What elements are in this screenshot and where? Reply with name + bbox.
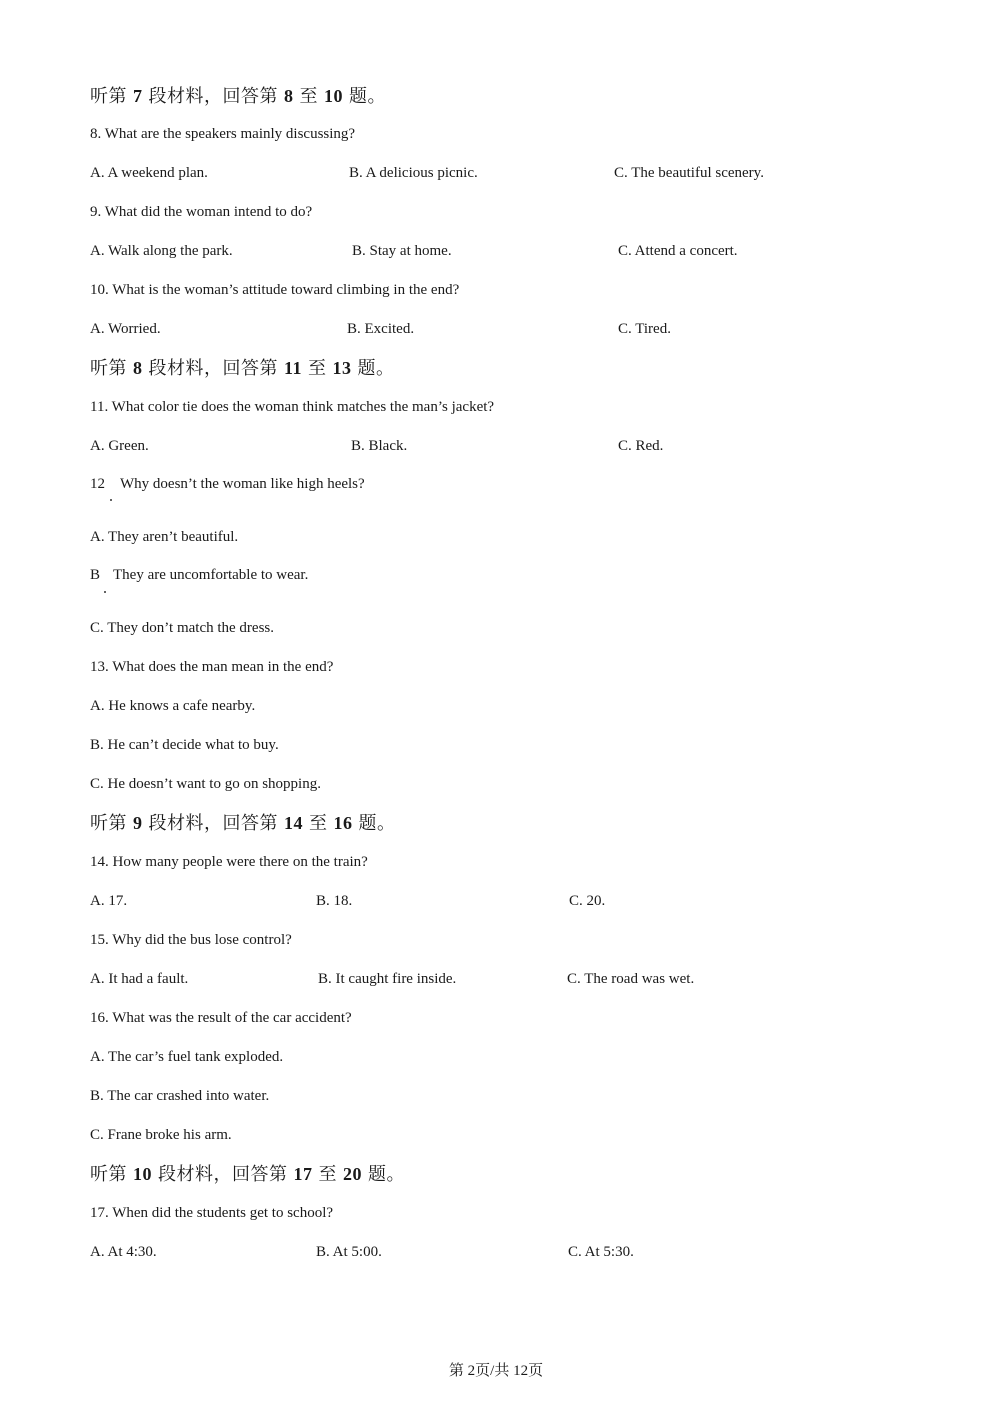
option-a: A. The car’s fuel tank exploded. [90,1049,284,1065]
option-c: C. At 5:30. [568,1244,634,1260]
section-to-word: 至 [308,358,327,378]
option-a: A. At 4:30. [90,1244,157,1260]
question-8: 8. What are the speakers mainly discussing? [90,126,356,142]
section-suffix: 题。 [357,358,395,378]
option-a: A. It had a fault. [90,971,189,987]
option-b: B. Excited. [347,321,415,337]
option-a: A. He knows a cafe nearby. [90,698,256,714]
option-b: B. The car crashed into water. [90,1088,270,1104]
option-c: C. The road was wet. [567,971,695,987]
section-header [90,811,396,835]
option-a: A. Green. [90,438,149,454]
page-number: 第 2页/共 12页 [448,1363,544,1379]
section-suffix: 题。 [349,86,386,106]
section-number: 9 [133,813,143,833]
section-prefix: 听第 [90,1164,127,1184]
option-b: B. At 5:00. [316,1244,382,1260]
section-header [90,1162,405,1186]
section-header [90,84,386,108]
question-11: 11. What color tie does the woman think matches the man’s jacket? [90,399,495,415]
question-to: 20 [343,1164,362,1184]
section-prefix: 听第 [90,86,127,106]
option-b: B. It caught fire inside. [318,971,457,987]
option-b: B. Black. [351,438,408,454]
option-a: A. 17. [90,893,128,909]
section-suffix: 题。 [368,1164,405,1184]
question-12: Why doesn’t the woman like high heels? [120,476,365,492]
section-mid: 段材料，回答第 [148,813,278,833]
question-9: 9. What did the woman intend to do? [90,204,313,220]
stray-dot [110,499,112,501]
section-to-word: 至 [299,86,318,106]
option-a: A. They aren’t beautiful. [90,529,239,545]
option-c: C. The beautiful scenery. [614,165,764,181]
question-from: 17 [293,1164,313,1184]
option-a: A. Worried. [90,321,161,337]
question-16: 16. What was the result of the car accident? [90,1010,352,1026]
option-c: C. He doesn’t want to go on shopping. [90,776,321,792]
question-14: 14. How many people were there on the train? [90,854,368,870]
option-b: B. He can’t decide what to buy. [90,737,279,753]
option-b: They are uncomfortable to wear. [113,567,309,583]
section-number: 8 [133,358,143,378]
question-10: 10. What is the woman’s attitude toward climbing in the end? [90,282,460,298]
question-15: 15. Why did the bus lose control? [90,932,292,948]
question-from: 14 [284,813,303,833]
section-prefix: 听第 [90,813,127,833]
option-a: A. Walk along the park. [90,243,233,259]
option-a: A. A weekend plan. [90,165,208,181]
question-to: 16 [333,813,353,833]
section-mid: 段材料，回答第 [158,1164,288,1184]
section-to-word: 至 [318,1164,337,1184]
question-to: 13 [332,358,352,378]
section-number: 7 [133,86,143,106]
section-mid: 段材料，回答第 [148,86,278,106]
section-to-word: 至 [309,813,328,833]
section-prefix: 听第 [90,358,127,378]
option-c: C. 20. [569,893,606,909]
section-mid: 段材料，回答第 [148,358,278,378]
question-from: 11 [284,358,303,378]
section-number: 10 [133,1164,152,1184]
section-header [90,356,395,380]
option-b: B. A delicious picnic. [349,165,478,181]
option-c: C. They don’t match the dress. [90,620,274,636]
question-13: 13. What does the man mean in the end? [90,659,334,675]
section-suffix: 题。 [358,813,396,833]
question-12-number: 12 [90,476,105,492]
option-b: B. 18. [316,893,353,909]
question-from: 8 [284,86,294,106]
stray-dot [104,591,106,593]
option-c: C. Red. [618,438,664,454]
question-17: 17. When did the students get to school? [90,1205,334,1221]
option-b-letter: B [90,567,101,583]
option-b: B. Stay at home. [352,243,452,259]
question-to: 10 [324,86,343,106]
option-c: C. Attend a concert. [618,243,738,259]
option-c: C. Tired. [618,321,671,337]
option-c: C. Frane broke his arm. [90,1127,232,1143]
